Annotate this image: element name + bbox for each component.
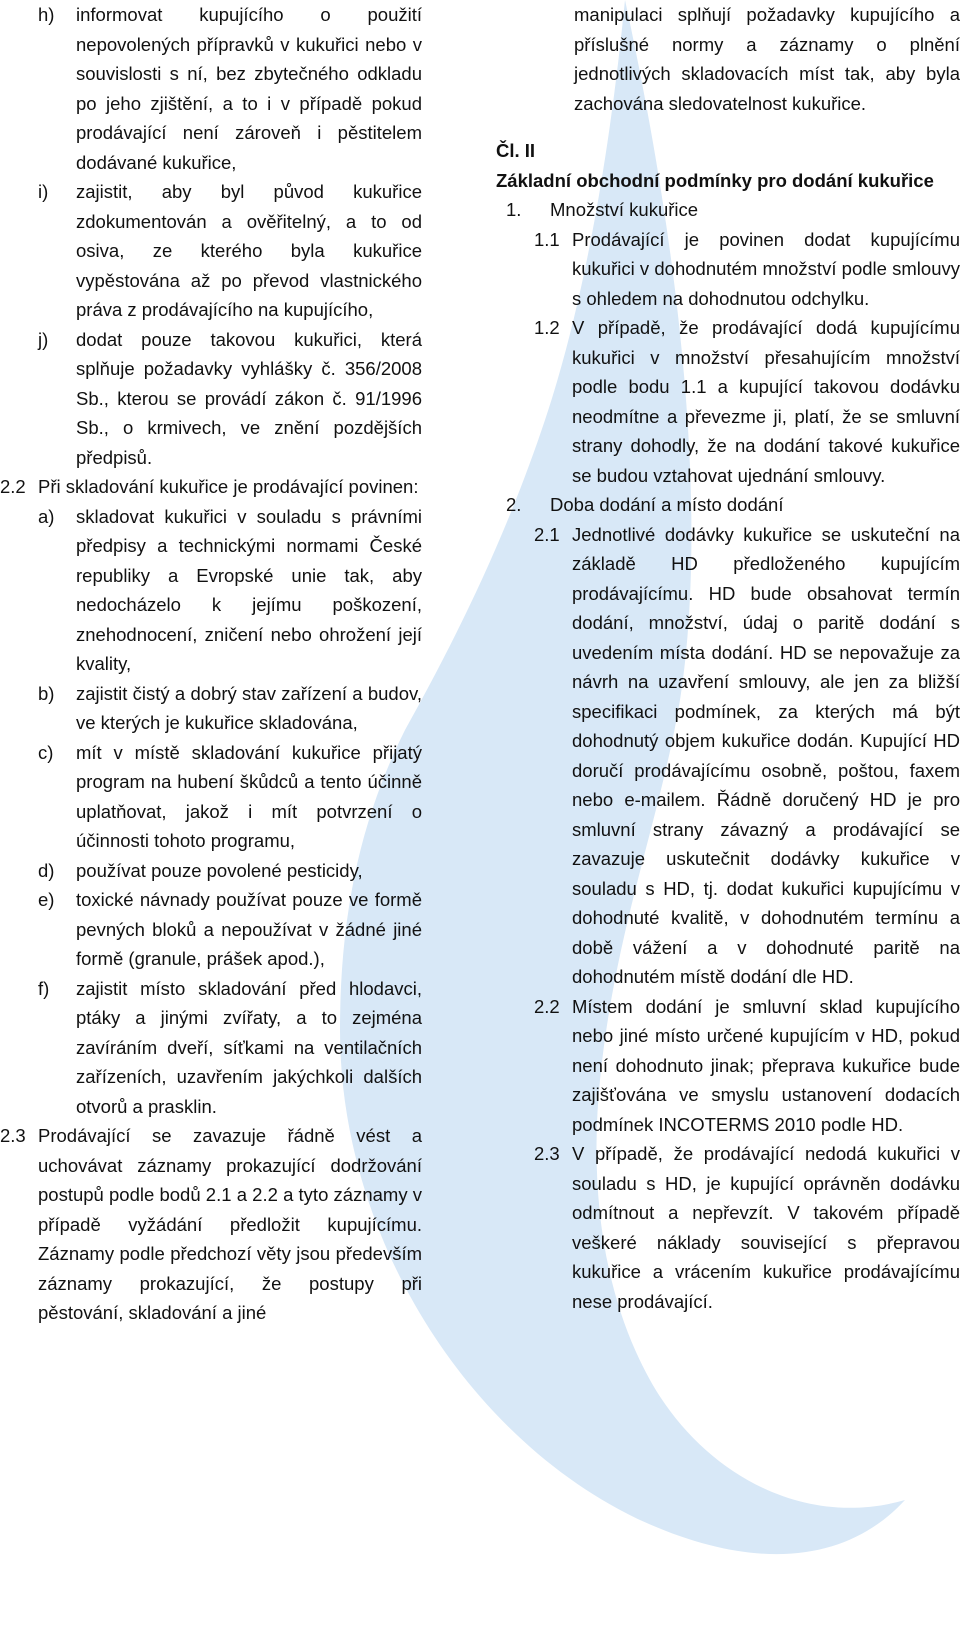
list-text: zajistit čistý a dobrý stav zařízení a budov, ve kterých je kukuřice skladována, xyxy=(76,682,422,733)
section-2-heading xyxy=(496,490,960,520)
list-text: toxické návnady používat pouze ve formě pevných bloků a nepoužívat v žádné jiné formě (granule, prášek apod.), xyxy=(76,889,422,969)
list-label: f) xyxy=(38,977,50,999)
list-label: d) xyxy=(38,859,55,881)
list-item-c xyxy=(0,738,422,856)
continuation-paragraph: manipulaci splňují požadavky kupujícího a příslušné normy a záznamy o plnění jednotlivých skladovacích míst tak, aby byla zachována sledovatelnost kukuřice. xyxy=(574,4,960,114)
list-text: zajistit místo skladování před hlodavci, ptáky a jinými zvířaty, a to zejména zavíráním dveří, síťkami na ventilačních zařízeních, uzavřením jakýchkoli dalších otvorů a prasklin. xyxy=(76,977,422,1117)
list-item-b xyxy=(0,679,422,738)
list-text: dodat pouze takovou kukuřici, která splňuje požadavky vyhlášky č. 356/2008 Sb., kterou se provádí zákon č. 91/1996 Sb., o krmivech, ve znění pozdějších předpisů. xyxy=(76,328,422,468)
subsection-label: 2.2 xyxy=(534,995,560,1017)
list-item-f xyxy=(0,974,422,1122)
subsection-2-1 xyxy=(496,520,960,992)
left-list-h-j xyxy=(0,0,422,472)
spacer xyxy=(496,118,960,136)
subsection-2-3 xyxy=(496,1139,960,1316)
list-label: h) xyxy=(38,4,55,25)
section-title: Doba dodání a místo dodání xyxy=(550,494,784,515)
article-title: Základní obchodní podmínky pro dodání kukuřice xyxy=(496,169,934,191)
list-label: e) xyxy=(38,889,55,910)
list-label: b) xyxy=(38,682,55,704)
list-item-a xyxy=(0,502,422,679)
article-number: Čl. II xyxy=(496,140,536,161)
subsection-text: V případě, že prodávající nedodá kukuřici v souladu s HD, je kupující oprávněn dodávku odmítnout a nepřevzít. V takovém případě veškeré náklady související s přepravou kukuřice a vrácením kukuřice prodávajícímu nese prodávající. xyxy=(572,1143,960,1312)
subsection-text: V případě, že prodávající dodá kupujícímu kukuřici v množství přesahujícím množství podle bodu 1.1 a kupující takovou dodávku neodmítne a převezme ji, platí, že se smluvní strany dohodly, že na dodání takové kukuřice se budou vztahovat ujednání smlouvy. xyxy=(572,317,960,486)
section-2-3 xyxy=(0,1121,422,1328)
list-label: c) xyxy=(38,741,54,763)
subsection-1-1 xyxy=(496,225,960,314)
subsection-label: 1.1 xyxy=(534,228,560,250)
right-column xyxy=(496,0,960,1316)
list-label: a) xyxy=(38,505,55,527)
subsection-1-2 xyxy=(496,313,960,490)
section-label: 2.3 xyxy=(0,1125,26,1146)
list-label: i) xyxy=(38,181,49,202)
subsection-text: Místem dodání je smluvní sklad kupujícího nebo jiné místo určené kupujícím v HD, pokud není dohodnuto jinak; přeprava kukuřice bude zajišťována ve smyslu ustanovení dodacích podmínek INCOTERMS 2010 podle HD. xyxy=(572,995,960,1135)
left-column xyxy=(0,0,422,1328)
list-item-i xyxy=(0,177,422,325)
subsection-label: 1.2 xyxy=(534,317,560,338)
subsection-text: Jednotlivé dodávky kukuřice se uskuteční na základě HD předloženého kupujícím prodávajícímu. HD bude obsahovat termín dodání, množství, údaj o paritě dodání s uvedením místa dodání. HD se nepovažuje za návrh na uzavření smlouvy, ale jen za bližší specifikaci podmínek, za kterých má být dohodnutý objem kukuřice dodán. Kupující HD doručí prodávajícímu osobně, poštou, faxem nebo e-mailem. Řádně doručený HD je pro smluvní strany závazný a prodávající se zavazuje uskutečnit dodávky kukuřice v souladu s HD, tj. dodat kukuřici kupujícímu v dohodnuté kvalitě, v dohodnutém termínu a době vážení a v dohodnuté paritě na dohodnutém místě dodání dle HD. xyxy=(572,523,960,987)
list-text: skladovat kukuřici v souladu s právními předpisy a technickými normami České republiky a Evropské unie tak, aby nedocházelo k jejímu poškození, znehodnocení, zničení nebo ohrožení její kvality, xyxy=(76,505,422,674)
subsection-label: 2.3 xyxy=(534,1143,560,1164)
list-item-d xyxy=(0,856,422,886)
list-item-e xyxy=(0,885,422,974)
section-text: Při skladování kukuřice je prodávající povinen: xyxy=(38,476,419,497)
subsection-2-2 xyxy=(496,992,960,1140)
list-label: j) xyxy=(38,328,49,350)
list-item-h xyxy=(0,0,422,177)
section-label: 2.2 xyxy=(0,476,26,497)
left-list-a-f xyxy=(0,502,422,1122)
list-item-j xyxy=(0,325,422,473)
list-text: mít v místě skladování kukuřice přijatý program na hubení škůdců a tento účinně uplatňovat, jakož i mít potvrzení o účinnosti tohoto programu, xyxy=(76,741,422,851)
subsection-text: Prodávající je povinen dodat kupujícímu kukuřici v dohodnutém množství podle smlouvy s ohledem na dohodnutou odchylku. xyxy=(572,228,960,309)
list-text: informovat kupujícího o použití nepovolených přípravků v kukuřici nebo v souvislosti s ní, bez zbytečného odkladu po jeho zjištění, a to i v případě pokud prodávající není zároveň i pěstitelem dodávané kukuřice, xyxy=(76,4,422,173)
subsection-label: 2.1 xyxy=(534,523,560,545)
list-text: zajistit, aby byl původ kukuřice zdokumentován a ověřitelný, a to od osiva, ze kterého byla kukuřice vypěstována až po převod vlastnického práva z prodávajícího na kupujícího, xyxy=(76,181,422,320)
section-1-heading xyxy=(496,195,960,225)
section-2-2 xyxy=(0,472,422,502)
list-text: používat pouze povolené pesticidy, xyxy=(76,859,363,881)
section-label: 1. xyxy=(506,199,522,220)
section-text: Prodávající se zavazuje řádně vést a uchovávat záznamy prokazující dodržování postupů podle bodů 2.1 a 2.2 a tyto záznamy v případě vyžádání předložit kupujícímu. Záznamy podle předchozí věty jsou především záznamy prokazující, že postupy při pěstování, skladování a jiné xyxy=(38,1125,422,1323)
section-label: 2. xyxy=(506,494,522,515)
section-title: Množství kukuřice xyxy=(550,199,699,220)
